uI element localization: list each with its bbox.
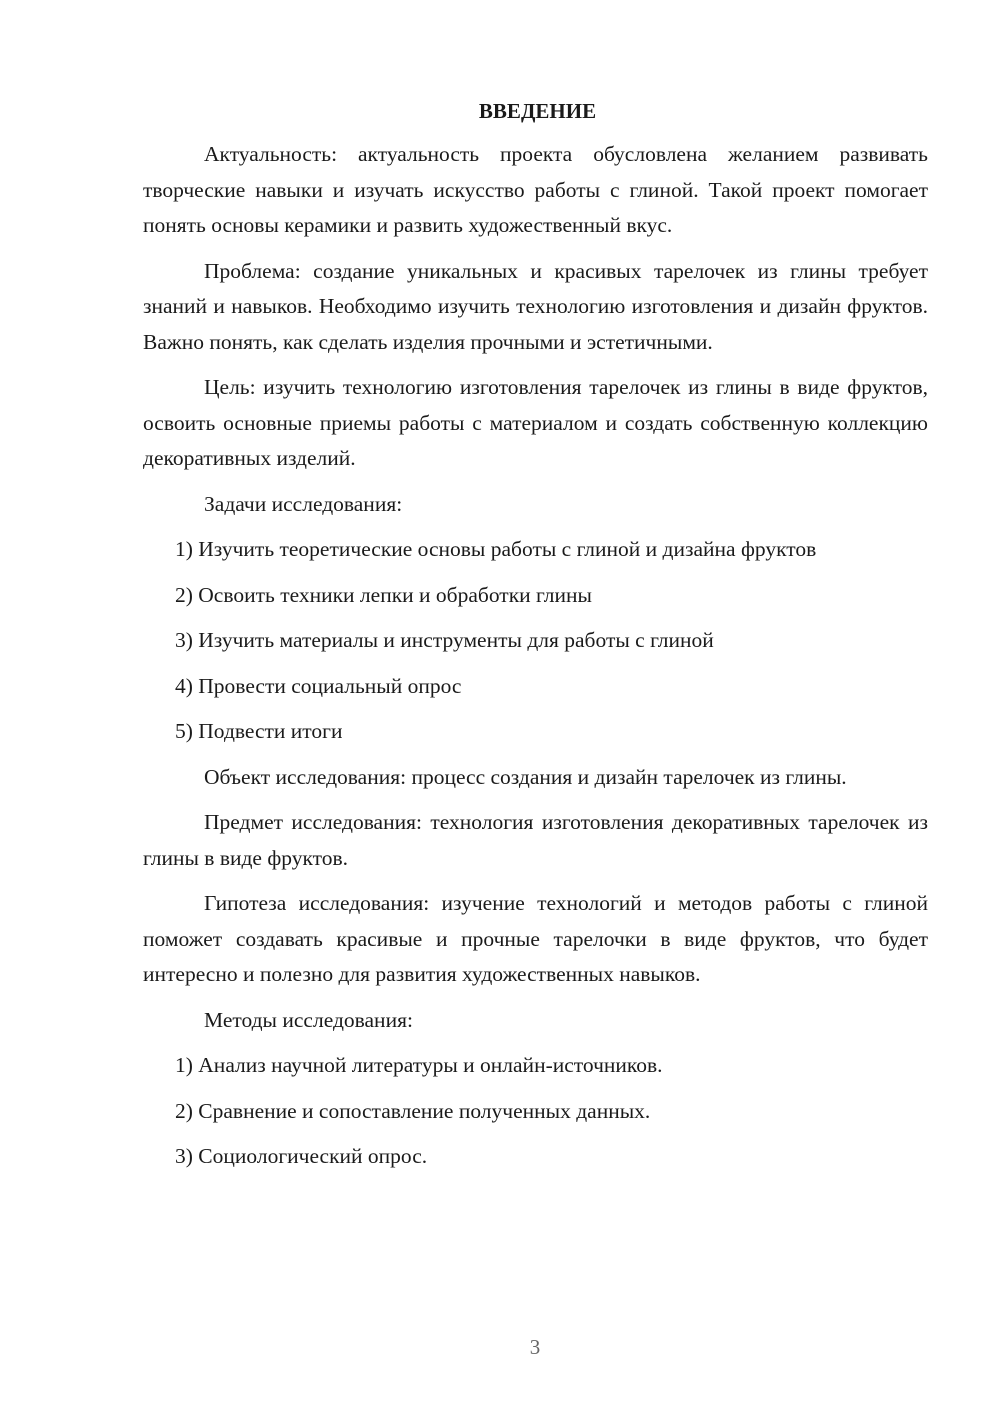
paragraph-goal: Цель: изучить технологию изготовления тарелочек из глины в виде фруктов, освоить основные приемы работы с материалом и создать собственную коллекцию декоративных изделий. [143, 375, 928, 470]
page-content [143, 96, 928, 1185]
paragraph-hypothesis: Гипотеза исследования: изучение технологий и методов работы с глиной поможет создавать красивые и прочные тарелочки в виде фруктов, что будет интересно и полезно для развития художественных навыков. [143, 891, 928, 986]
task-item: 2) Освоить техники лепки и обработки глины [175, 582, 592, 607]
tasks-heading: Задачи исследования: [204, 491, 403, 516]
paragraph-object: Объект исследования: процесс создания и дизайн тарелочек из глины. [204, 764, 847, 789]
methods-heading: Методы исследования: [204, 1007, 413, 1032]
page-number: 3 [529, 1335, 541, 1359]
task-item: 1) Изучить теоретические основы работы с глиной и дизайна фруктов [175, 537, 817, 561]
paragraph-subject: Предмет исследования: технология изготовления декоративных тарелочек из глины в виде фруктов. [143, 810, 928, 870]
task-item: 5) Подвести итоги [175, 719, 343, 743]
task-item: 4) Провести социальный опрос [175, 673, 462, 698]
method-item: 3) Социологический опрос. [175, 1144, 428, 1168]
page-title: ВВЕДЕНИЕ [478, 99, 597, 123]
paragraph-relevance: Актуальность: актуальность проекта обусловлена желанием развивать творческие навыки и изучать искусство работы с глиной. Такой проект помогает понять основы керамики и развить художественный вкус. [143, 142, 928, 237]
paragraph-problem: Проблема: создание уникальных и красивых тарелочек из глины требует знаний и навыков. Необходимо изучить технологию изготовления и дизайн фруктов. Важно понять, как сделать изделия прочными и эстетичными. [143, 258, 928, 354]
task-item: 3) Изучить материалы и инструменты для работы с глиной [175, 628, 714, 652]
method-item: 1) Анализ научной литературы и онлайн-источников. [175, 1053, 663, 1077]
method-item: 2) Сравнение и сопоставление полученных данных. [175, 1098, 651, 1123]
